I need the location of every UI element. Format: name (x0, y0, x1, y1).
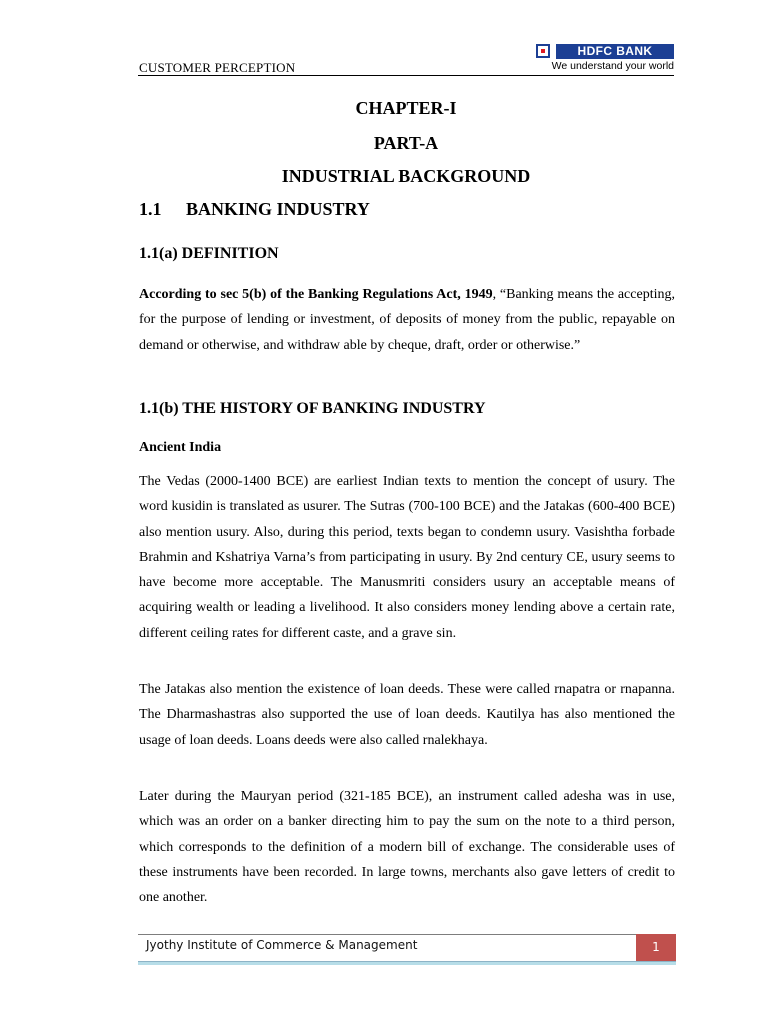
chapter-title: CHAPTER-I (355, 98, 457, 118)
header-divider (138, 75, 674, 76)
definition-text: , “Banking means the accepting, for the purpose of lending or investment, of deposits of money from the public, repayable on demand or otherwise, and withdraw able by cheque, draft, order or otherwise.” (139, 287, 675, 353)
logo-tagline: We understand your world (551, 60, 674, 72)
part-title: PART-A (373, 133, 439, 153)
history-paragraph-1: The Vedas (2000-1400 BCE) are earliest Indian texts to mention the concept of usury. The word kusidin is translated as usurer. The Sutras (700-100 BCE) and the Jatakas (600-400 BCE) also mention usury. Also, during this period, texts began to condemn usury. Vasishtha forbade Brahmin and Kshatriya Varna’s from participating in usury. By 2nd century CE, usury seems to have become more acceptable. The Manusmriti considers usury an acceptable means of acquiring wealth or leading a livelihood. It also considers money lending above a certain rate, different ceiling rates for different caste, and a grave sin. (139, 474, 675, 641)
definition-heading: 1.1(a) DEFINITION (139, 245, 279, 262)
footer-bar (138, 961, 676, 965)
section-title: BANKING INDUSTRY (186, 199, 370, 219)
definition-bold-lead: According to sec 5(b) of the Banking Regulations Act, 1949 (139, 287, 493, 302)
logo-bank-name: HDFC BANK (556, 44, 674, 59)
section-number: 1.1 (139, 199, 162, 219)
running-header-title: CUSTOMER PERCEPTION (139, 60, 296, 75)
page-number-badge: 1 (636, 934, 676, 961)
footer-institute: Jyothy Institute of Commerce & Management (146, 938, 418, 952)
hdfc-bank-logo (536, 44, 674, 74)
history-heading: 1.1(b) THE HISTORY OF BANKING INDUSTRY (139, 400, 486, 417)
hdfc-logo-mark-icon (536, 44, 550, 58)
chapter-subtitle: INDUSTRIAL BACKGROUND (281, 166, 531, 186)
ancient-india-heading: Ancient India (139, 440, 222, 455)
history-paragraph-2: The Jatakas also mention the existence of loan deeds. These were called rnapatra or rnapanna. The Dharmashastras also supported the use of loan deeds. Kautilya has also mentioned the usage of loan deeds. Loans deeds were also called rnalekhaya. (139, 682, 675, 748)
footer-divider (138, 934, 676, 935)
history-paragraph-3: Later during the Mauryan period (321-185 BCE), an instrument called adesha was in use, which was an order on a banker directing him to pay the sum on the note to a third person, which corresponds to the definition of a modern bill of exchange. The considerable uses of these instruments have been recorded. In large towns, merchants also gave letters of credit to one another. (139, 789, 675, 906)
section-heading (139, 199, 370, 220)
definition-paragraph (139, 282, 675, 358)
